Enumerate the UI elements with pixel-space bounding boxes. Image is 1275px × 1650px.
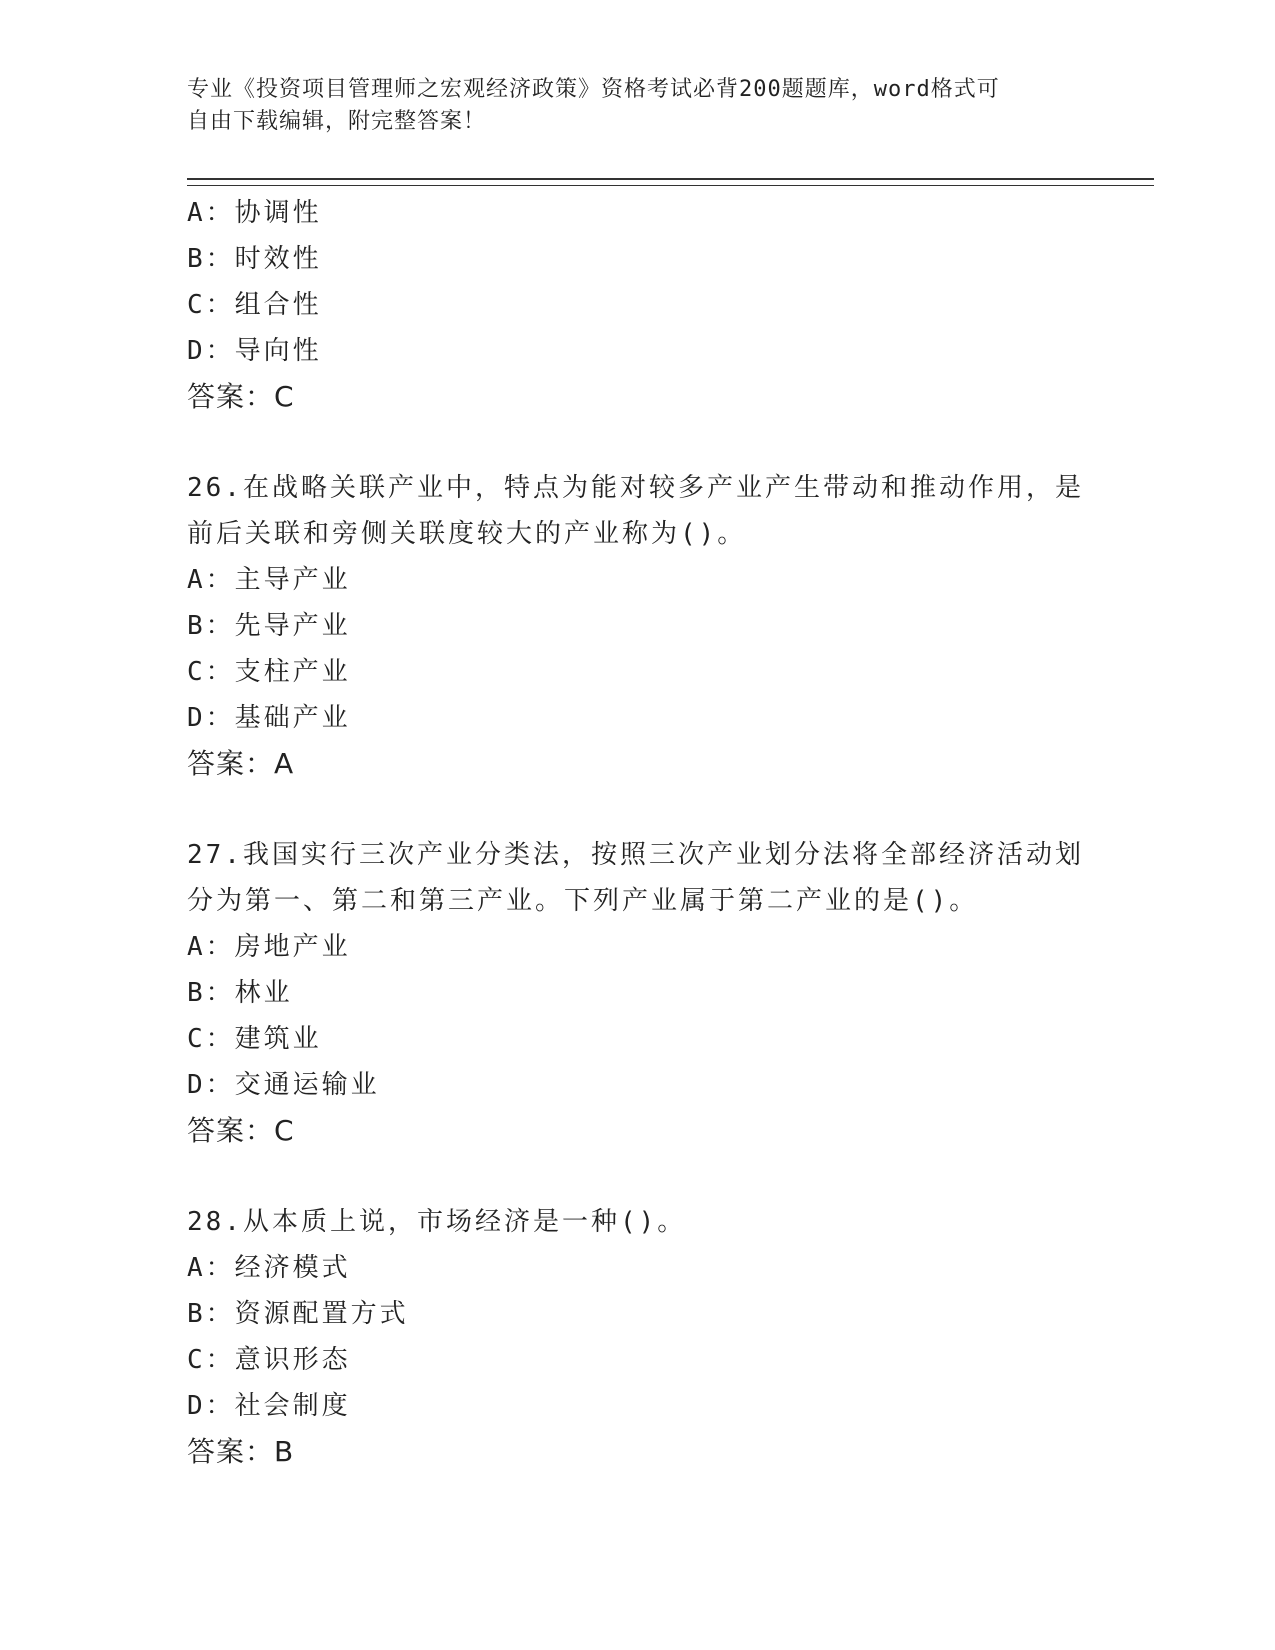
answer: 答案：B [187,1435,295,1468]
option-d: D：交通运输业 [187,1070,380,1100]
question-text: 26.在战略关联产业中，特点为能对较多产业产生带动和推动作用，是前后关联和旁侧关联度较大的产业称为()。 [187,473,1084,549]
question-text: 28.从本质上说，市场经济是一种()。 [187,1207,687,1237]
answer: 答案：C [187,1114,295,1147]
answer: 答案：A [187,747,295,780]
question-block-26 [187,465,1087,787]
option-a: A：主导产业 [187,565,351,595]
question-block-27 [187,832,1087,1154]
header-title-line-1: 专业《投资项目管理师之宏观经济政策》资格考试必背200题题库，word格式可 [187,77,1000,102]
header-divider [187,178,1154,186]
option-a: A：协调性 [187,198,322,228]
option-c: C：组合性 [187,290,322,320]
question-block-28 [187,1199,1087,1475]
option-c: C：意识形态 [187,1345,351,1375]
question-list [187,190,1087,1520]
option-c: C：建筑业 [187,1024,322,1054]
option-b: B：资源配置方式 [187,1299,409,1329]
option-a: A：房地产业 [187,932,351,962]
question-block-25 [187,190,1087,420]
option-d: D：社会制度 [187,1391,351,1421]
option-b: B：时效性 [187,244,322,274]
option-b: B：林业 [187,978,293,1008]
question-text: 27.我国实行三次产业分类法，按照三次产业划分法将全部经济活动划分为第一、第二和第三产业。下列产业属于第二产业的是()。 [187,840,1084,916]
header-title-line-2: 自由下载编辑，附完整答案！ [187,109,487,134]
answer: 答案：C [187,380,295,413]
document-header [187,74,1087,138]
option-b: B：先导产业 [187,611,351,641]
option-d: D：导向性 [187,336,322,366]
option-d: D：基础产业 [187,703,351,733]
option-a: A：经济模式 [187,1253,351,1283]
option-c: C：支柱产业 [187,657,351,687]
